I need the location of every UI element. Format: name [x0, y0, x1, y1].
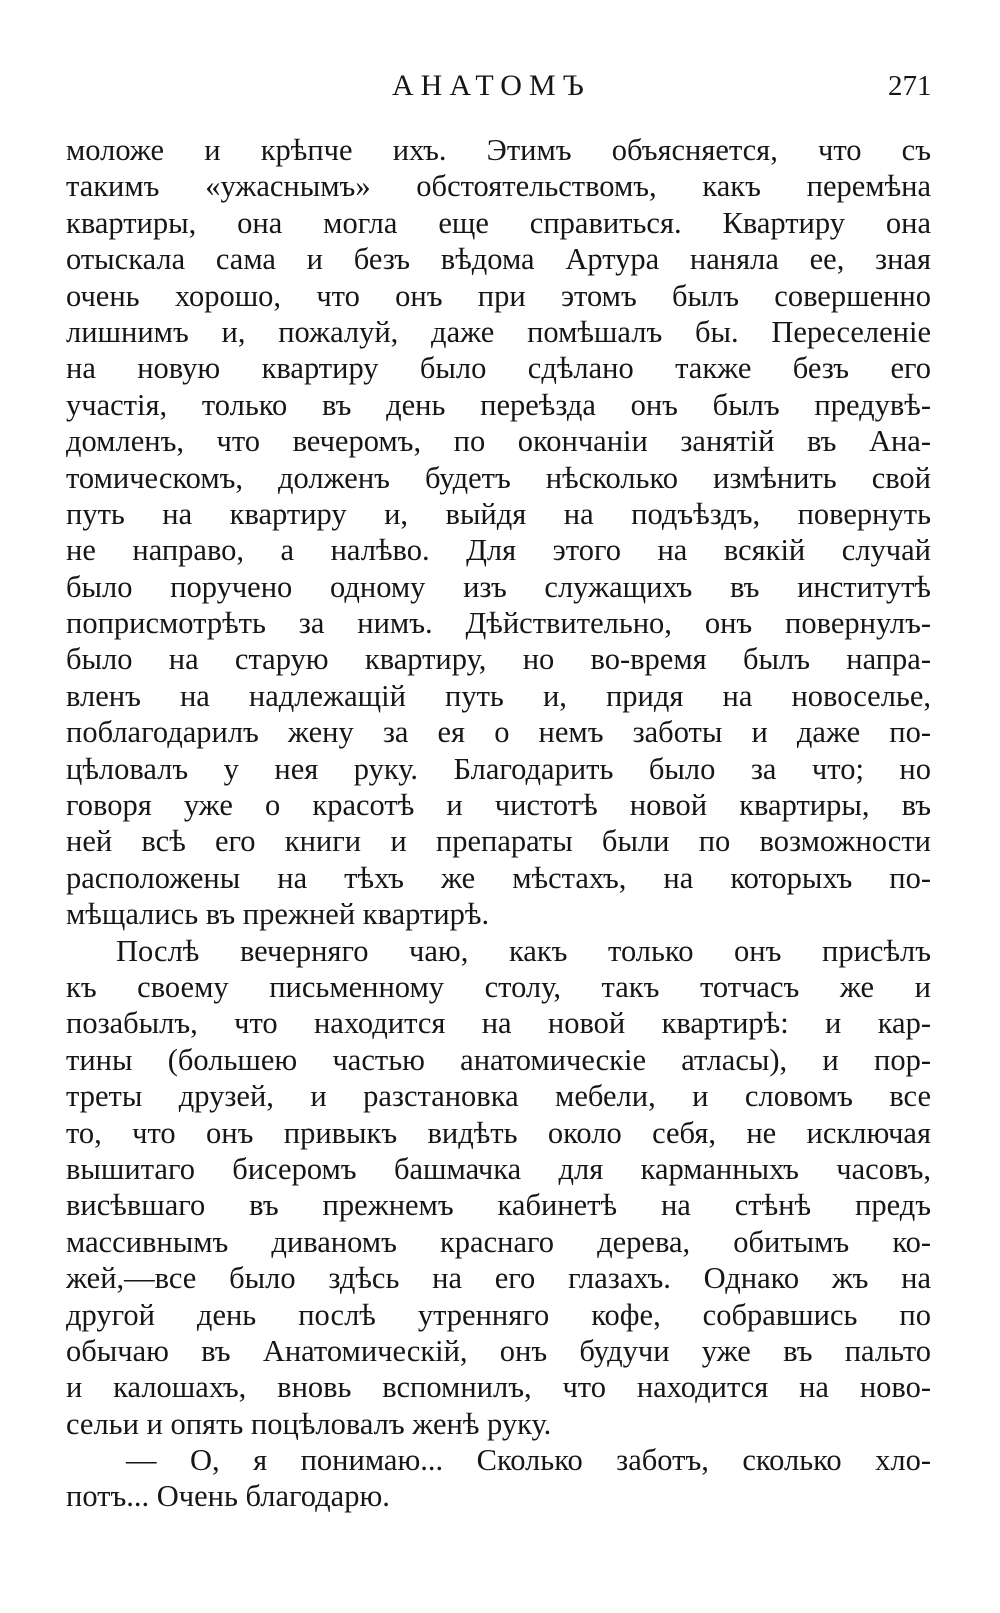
text-line: путь на квартиру и, выйдя на подъѣздъ, повернуть: [66, 496, 931, 531]
text-line: лишнимъ и, пожалуй, даже помѣшалъ бы. Переселеніе: [66, 314, 931, 349]
text-line: было поручено одному изъ служащихъ въ институтѣ: [66, 569, 931, 604]
text-line: сельи и опять поцѣловалъ женѣ руку.: [66, 1406, 552, 1441]
text-line: вышитаго бисеромъ башмачка для карманныхъ часовъ,: [66, 1151, 931, 1186]
text-line: и калошахъ, вновь вспомнилъ, что находится на ново-: [66, 1370, 931, 1405]
text-line: къ своему письменному столу, такъ тотчасъ же и: [66, 969, 931, 1004]
text-line: мѣщались въ прежней квартирѣ.: [66, 897, 490, 932]
text-line: томическомъ, долженъ будетъ нѣсколько измѣнить свой: [66, 460, 931, 495]
text-line: висѣвшаго въ прежнемъ кабинетѣ на стѣнѣ предъ: [66, 1188, 931, 1223]
text-line: цѣловалъ у нея руку. Благодарить было за что; но: [66, 751, 931, 786]
text-line: очень хорошо, что онъ при этомъ былъ совершенно: [66, 278, 931, 313]
text-body: [66, 132, 931, 1515]
text-line: тины (большею частью анатомическіе атласы), и пор-: [66, 1042, 931, 1077]
text-line: было на старую квартиру, но во-время былъ напра-: [66, 642, 931, 677]
text-line: такимъ «ужаснымъ» обстоятельствомъ, какъ перемѣна: [66, 169, 931, 204]
text-line: говоря уже о красотѣ и чистотѣ новой квартиры, въ: [66, 788, 931, 823]
text-line: обычаю въ Анатомическій, онъ будучи уже въ пальто: [66, 1333, 931, 1368]
page-number: 271: [888, 70, 932, 102]
running-head: [0, 66, 1000, 106]
running-head-title: АНАТОМЪ: [392, 69, 591, 102]
text-line: Послѣ вечерняго чаю, какъ только онъ присѣлъ: [116, 933, 931, 968]
text-line: домленъ, что вечеромъ, по окончаніи занятій въ Ана-: [66, 424, 931, 459]
text-line: — О, я понимаю... Сколько заботъ, сколько хло-: [126, 1443, 931, 1478]
text-line: массивнымъ диваномъ краснаго дерева, обитымъ ко-: [66, 1224, 931, 1259]
text-line: поприсмотрѣть за нимъ. Дѣйствительно, онъ повернулъ-: [66, 606, 931, 641]
text-line: то, что онъ привыкъ видѣть около себя, не исключая: [66, 1115, 931, 1150]
text-line: поблагодарилъ жену за ея о немъ заботы и даже по-: [66, 715, 931, 750]
text-line: расположены на тѣхъ же мѣстахъ, на которыхъ по-: [66, 860, 931, 895]
text-line: вленъ на надлежащій путь и, придя на новоселье,: [66, 678, 931, 713]
text-line: потъ... Очень благодарю.: [66, 1479, 390, 1514]
text-line: отыскала сама и безъ вѣдома Артура наняла ее, зная: [66, 242, 931, 277]
text-line: участія, только въ день переѣзда онъ былъ предувѣ-: [66, 387, 931, 422]
text-line: не направо, а налѣво. Для этого на всякій случай: [66, 533, 931, 568]
text-line: ней всѣ его книги и препараты были по возможности: [66, 824, 931, 859]
text-line: треты друзей, и разстановка мебели, и словомъ все: [66, 1079, 931, 1114]
text-line: жей,—все было здѣсь на его глазахъ. Однако жъ на: [66, 1261, 931, 1296]
text-line: на новую квартиру было сдѣлано также безъ его: [66, 351, 931, 386]
text-line: моложе и крѣпче ихъ. Этимъ объясняется, что съ: [66, 133, 931, 167]
text-line: квартиры, она могла еще справиться. Квартиру она: [66, 205, 931, 240]
text-line: позабылъ, что находится на новой квартирѣ: и кар-: [66, 1006, 931, 1041]
text-line: другой день послѣ утренняго кофе, собравшись по: [66, 1297, 931, 1332]
